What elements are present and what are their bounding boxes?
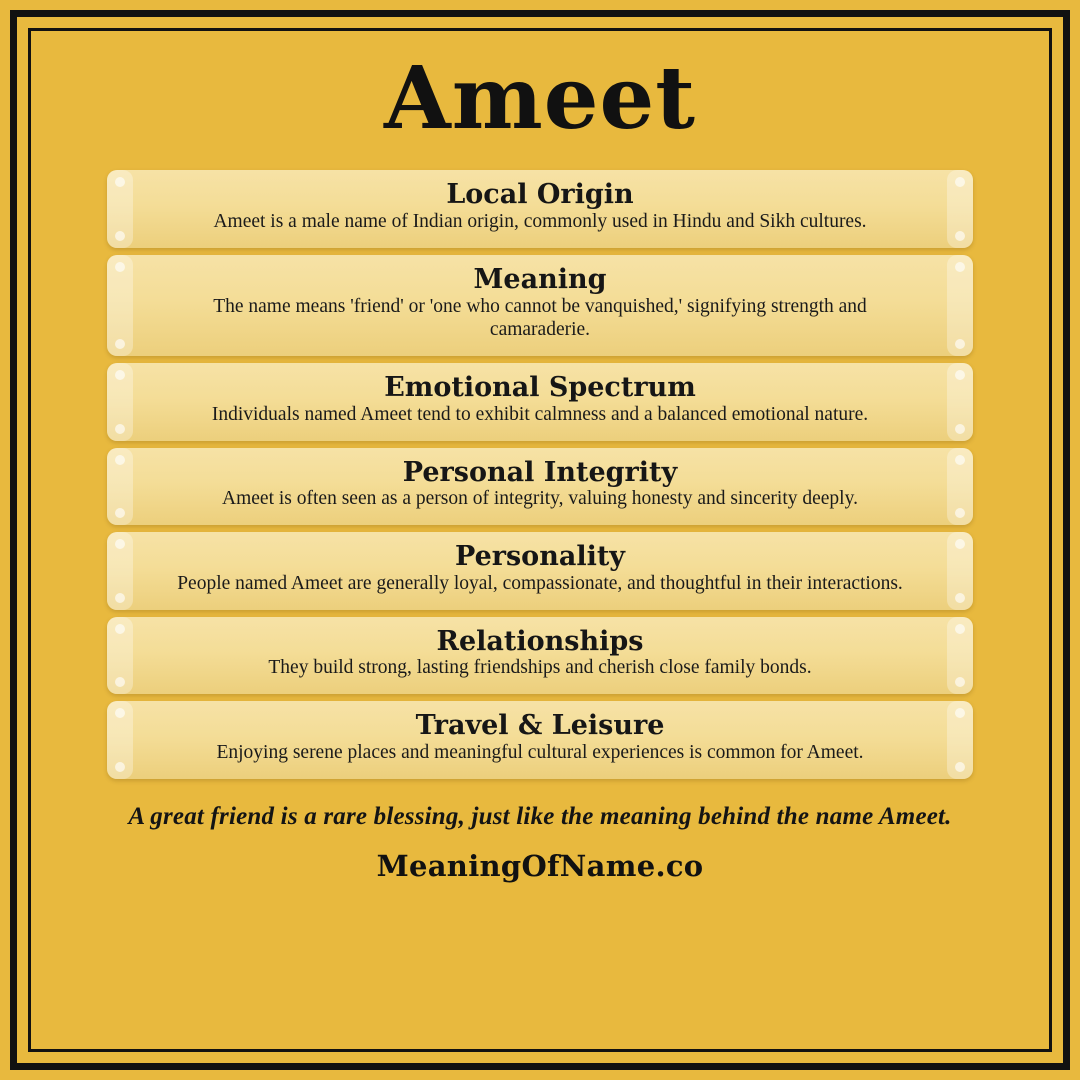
card-knob-icon [115,624,125,634]
card-heading: Local Origin [446,179,634,211]
card-knob-icon [955,177,965,187]
card-knob-icon [115,455,125,465]
card-heading: Personality [455,541,625,573]
card-knob-icon [955,624,965,634]
card-description: Enjoying serene places and meaningful cultural experiences is common for Ameet. [216,742,864,764]
card-description: They build strong, lasting friendships and cherish close family bonds. [268,657,812,679]
info-card-meaning [107,255,973,356]
card-knob-icon [115,339,125,349]
info-card-relationships [107,617,973,695]
card-heading: Travel & Leisure [415,710,665,742]
card-knob-icon [955,762,965,772]
card-knob-icon [115,177,125,187]
card-knob-icon [955,424,965,434]
card-knob-icon [115,593,125,603]
card-heading: Emotional Spectrum [384,372,696,404]
card-description: People named Ameet are generally loyal, compassionate, and thoughtful in their interactions. [177,572,903,594]
page-title: Ameet [384,48,696,149]
card-knob-icon [955,708,965,718]
card-description: Individuals named Ameet tend to exhibit calmness and a balanced emotional nature. [211,403,869,425]
info-card-personal-integrity [107,448,973,526]
card-knob-icon [115,424,125,434]
card-knob-icon [955,339,965,349]
card-heading: Relationships [436,625,644,657]
card-knob-icon [115,508,125,518]
card-knob-icon [955,455,965,465]
card-knob-icon [115,262,125,272]
card-knob-icon [955,539,965,549]
info-card-personality [107,532,973,610]
closing-quote: A great friend is a rare blessing, just like the meaning behind the name Ameet. [128,802,952,830]
poster-content [40,36,1040,1044]
card-heading: Personal Integrity [402,456,678,488]
card-heading: Meaning [473,263,607,295]
card-knob-icon [955,262,965,272]
card-knob-icon [955,508,965,518]
card-knob-icon [115,370,125,380]
info-card-travel-leisure [107,701,973,779]
brand-name: MeaningOfName.co [376,848,704,883]
card-description: Ameet is a male name of Indian origin, commonly used in Hindu and Sikh cultures. [213,211,867,233]
card-knob-icon [955,677,965,687]
info-card-local-origin [107,170,973,248]
card-knob-icon [115,231,125,241]
card-knob-icon [115,677,125,687]
info-card-emotional-spectrum [107,363,973,441]
card-knob-icon [955,593,965,603]
card-knob-icon [115,762,125,772]
card-knob-icon [115,708,125,718]
card-description: Ameet is often seen as a person of integrity, valuing honesty and sincerity deeply. [222,488,858,510]
card-knob-icon [955,231,965,241]
info-card-list [107,170,973,779]
card-description: The name means 'friend' or 'one who cannot be vanquished,' signifying strength and camaraderie. [213,295,867,341]
card-knob-icon [115,539,125,549]
card-knob-icon [955,370,965,380]
